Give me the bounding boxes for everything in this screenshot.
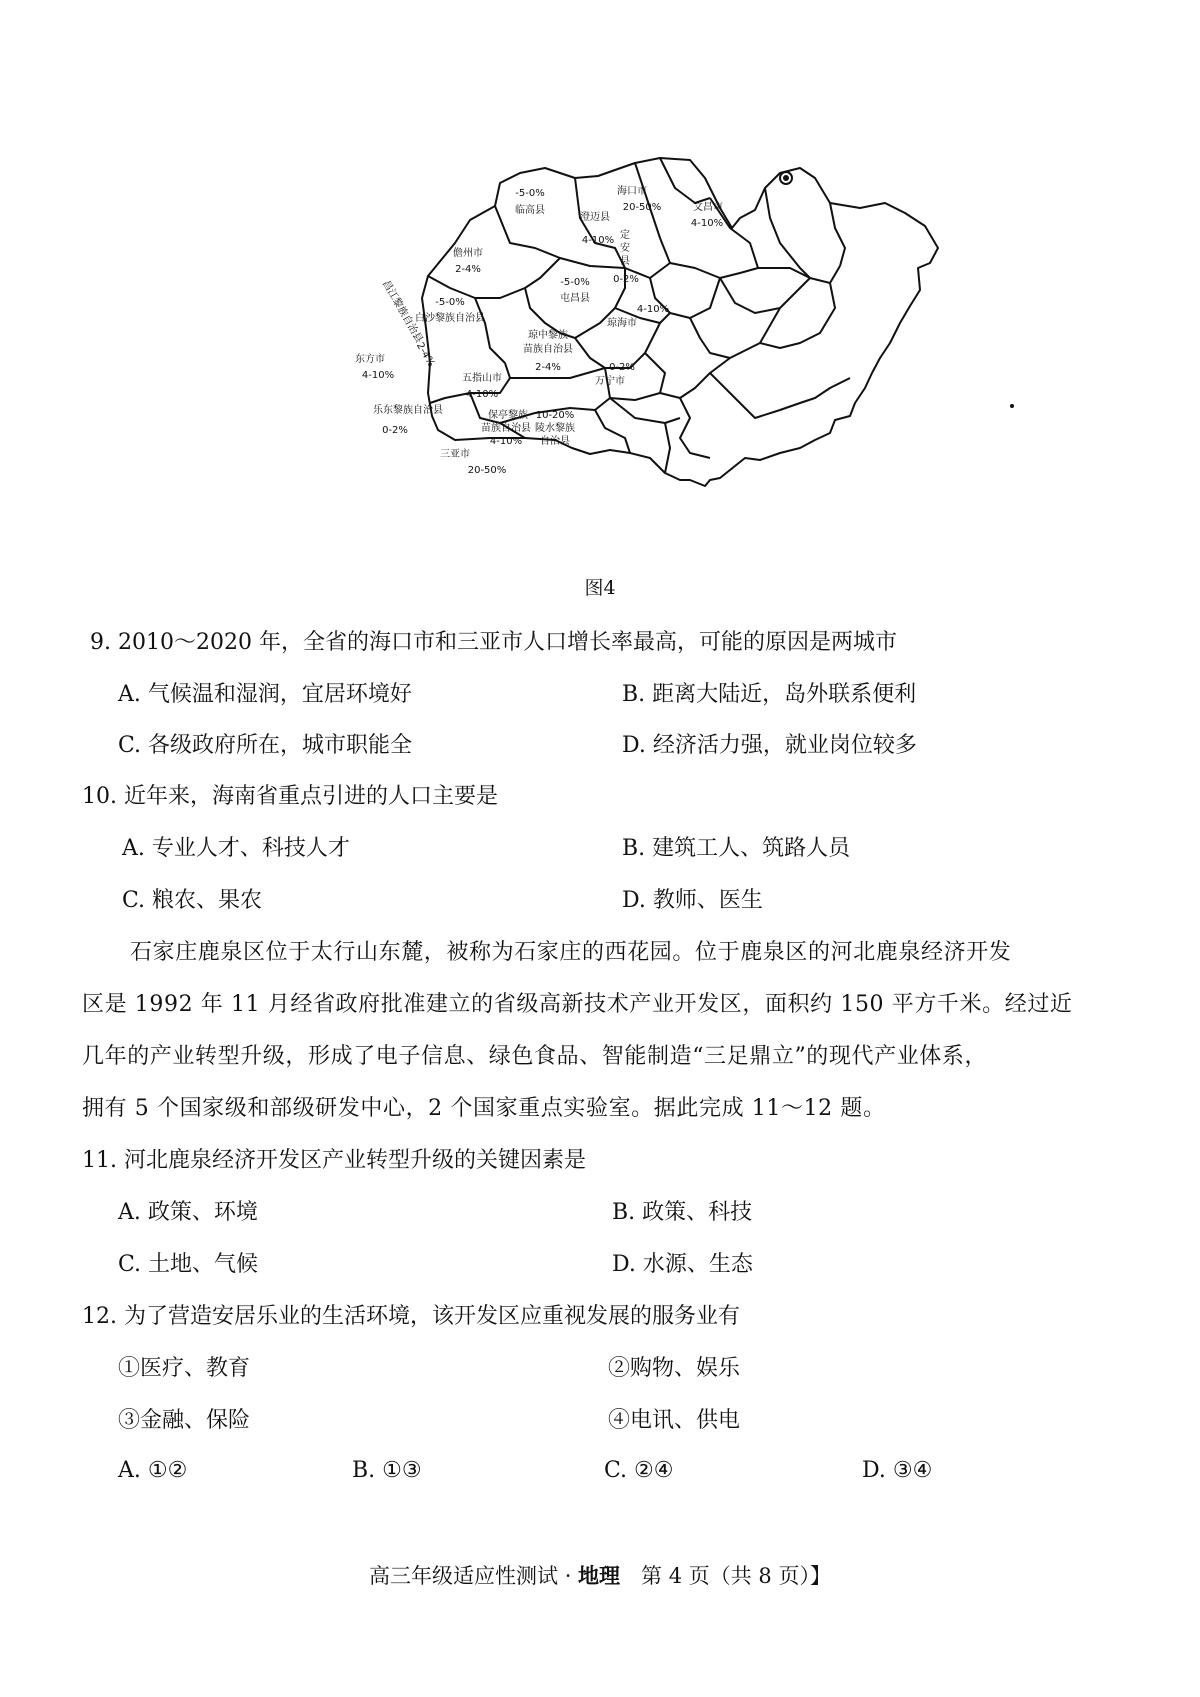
region-name-lingshui: 自治县: [540, 436, 570, 447]
region-value-tunchang: -5-0%: [560, 277, 590, 288]
q9-option-a[interactable]: A. 气候温和湿润，宜居环境好: [118, 682, 412, 707]
footer-exam-title: 高三年级适应性测试 ·: [369, 1564, 579, 1588]
region-name-wuzhishan: 五指山市: [462, 373, 502, 384]
q11-option-b[interactable]: B. 政策、科技: [612, 1200, 753, 1225]
footer-page-number: 第 4 页（共 8 页）】: [620, 1564, 831, 1588]
region-name-haikou: 海口市: [617, 186, 647, 197]
region-name-lingshui: 陵水黎族: [535, 423, 575, 434]
q10-option-c[interactable]: C. 粮农、果农: [122, 888, 263, 913]
region-name-dingan: 县: [620, 256, 630, 267]
region-name-baisha: 白沙黎族自治县: [415, 313, 485, 324]
q9-option-b[interactable]: B. 距离大陆近，岛外联系便利: [622, 682, 917, 707]
q12-choice-4: ④电讯、供电: [608, 1408, 741, 1433]
region-value-danzhou: 2-4%: [455, 264, 481, 275]
q11-option-d[interactable]: D. 水源、生态: [612, 1252, 753, 1277]
q12-option-a[interactable]: A. ①②: [118, 1458, 188, 1483]
q10-stem: 10. 近年来，海南省重点引进的人口主要是: [82, 784, 498, 809]
region-value-wuzhishan: 4-10%: [465, 389, 499, 400]
region-name-qiongzhong: 苗族自治县: [523, 344, 573, 355]
passage-line-1: 石家庄鹿泉区位于太行山东麓，被称为石家庄的西花园。位于鹿泉区的河北鹿泉经济开发: [130, 940, 1012, 965]
region-value-wanning: 0-2%: [609, 362, 635, 373]
q12-choice-2: ②购物、娱乐: [608, 1356, 741, 1381]
passage-line-4: 拥有 5 个国家级和部级研发中心，2 个国家重点实验室。据此完成 11～12 题。: [82, 1096, 886, 1121]
region-name-baoting: 保亭黎族: [488, 410, 528, 421]
q11-option-c[interactable]: C. 土地、气候: [118, 1252, 259, 1277]
region-value-dongfang: 4-10%: [361, 370, 395, 381]
region-value-ledong: 0-2%: [382, 425, 408, 436]
region-name-lingao: 临高县: [515, 205, 545, 216]
region-name-danzhou: 儋州市: [453, 248, 483, 259]
q12-choice-1: ①医疗、教育: [118, 1356, 251, 1381]
q10-option-d[interactable]: D. 教师、医生: [622, 888, 763, 913]
region-name-wenchang: 文昌市: [693, 202, 723, 213]
passage-line-2: 区是 1992 年 11 月经省政府批准建立的省级高新技术产业开发区，面积约 150 平方千米。经过近: [82, 992, 1073, 1017]
region-name-tunchang: 屯昌县: [560, 293, 590, 304]
q11-option-a[interactable]: A. 政策、环境: [118, 1200, 258, 1225]
q10-option-b[interactable]: B. 建筑工人、筑路人员: [622, 836, 851, 861]
region-name-baoting: 苗族自治县: [481, 423, 531, 434]
region-name-dingan: 定: [620, 230, 630, 241]
region-value-sanya: 20-50%: [467, 465, 507, 476]
region-name-sanya: 三亚市: [440, 449, 470, 460]
region-name-ledong: 乐东黎族自治县: [373, 405, 443, 416]
map-drawing: [355, 148, 1050, 558]
region-name-lingao: -5-0%: [515, 188, 545, 199]
region-value-lingshui: 10-20%: [535, 410, 575, 421]
region-name-changjiang: 昌江黎族自治县: [379, 278, 425, 345]
q9-stem: 9. 2010～2020 年，全省的海口市和三亚市人口增长率最高，可能的原因是两城市: [90, 630, 897, 655]
q11-stem: 11. 河北鹿泉经济开发区产业转型升级的关键因素是: [82, 1148, 586, 1173]
region-value-wenchang: 4-10%: [690, 218, 724, 229]
region-name-qiongzhong: 琼中黎族: [528, 330, 568, 341]
region-value-baoting: 4-10%: [489, 436, 523, 447]
region-value-chengmai: 4-10%: [581, 235, 615, 246]
region-name-qionghai: 琼海市: [607, 318, 637, 329]
q9-option-d[interactable]: D. 经济活力强，就业岗位较多: [622, 733, 917, 758]
q9-option-c[interactable]: C. 各级政府所在，城市职能全: [118, 733, 413, 758]
region-value-qionghai: 4-10%: [636, 304, 670, 315]
passage-line-3: 几年的产业转型升级，形成了电子信息、绿色食品、智能制造“三足鼎立”的现代产业体系，: [82, 1044, 988, 1069]
q12-option-d[interactable]: D. ③④: [862, 1458, 933, 1483]
q12-option-b[interactable]: B. ①③: [352, 1458, 422, 1483]
q12-option-c[interactable]: C. ②④: [604, 1458, 674, 1483]
region-name-dongfang: 东方市: [355, 354, 385, 365]
region-value-changjiang: 2-4%: [413, 340, 437, 369]
figure-caption: 图4: [584, 577, 616, 599]
q12-choice-3: ③金融、保险: [118, 1408, 251, 1433]
footer-subject: 地理: [578, 1563, 621, 1588]
region-value-dingan: 0-2%: [613, 274, 639, 285]
hainan-population-map: [355, 148, 1050, 558]
region-value-qiongzhong: 2-4%: [535, 362, 561, 373]
q12-stem: 12. 为了营造安居乐业的生活环境，该开发区应重视发展的服务业有: [82, 1304, 740, 1329]
page-footer: [0, 1560, 1200, 1590]
region-value-haikou: 20-50%: [622, 202, 662, 213]
region-name-wanning: 万宁市: [595, 376, 625, 387]
region-name-dingan: 安: [620, 243, 630, 254]
region-name-chengmai: 澄迈县: [580, 212, 610, 223]
q10-option-a[interactable]: A. 专业人才、科技人才: [122, 836, 350, 861]
region-value-baisha: -5-0%: [435, 297, 465, 308]
